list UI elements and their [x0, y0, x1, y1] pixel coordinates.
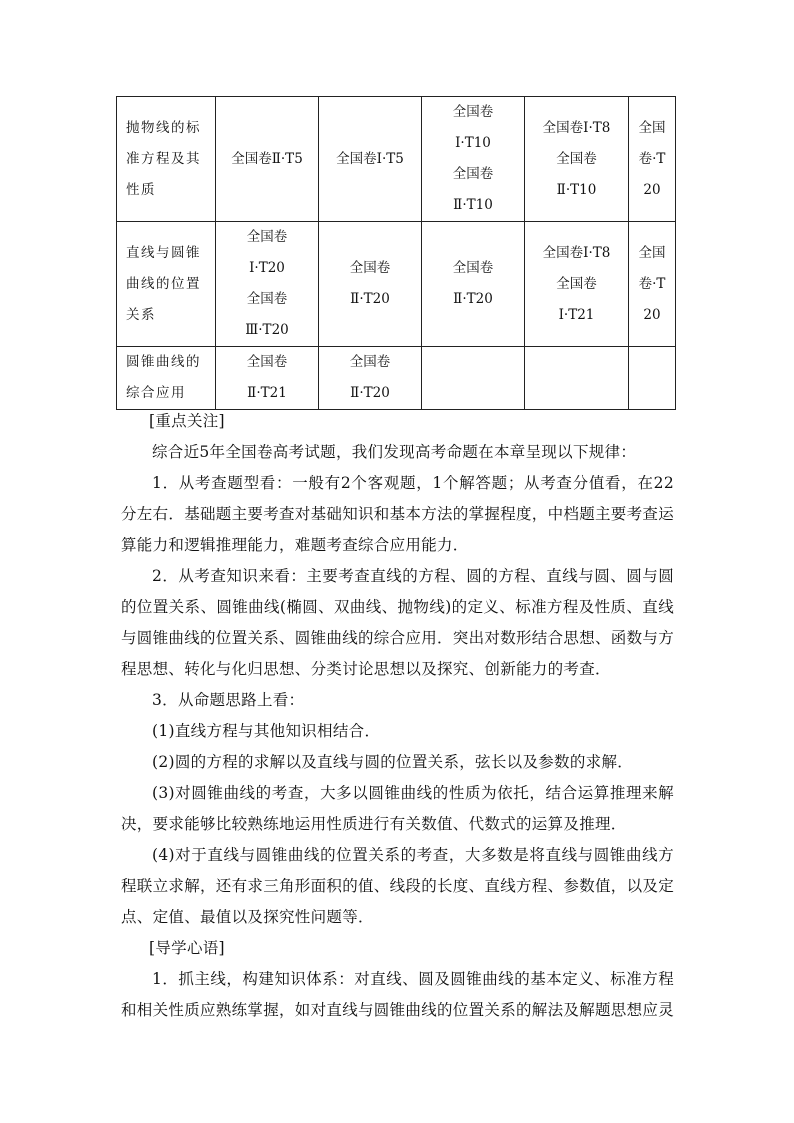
row-topic: 直线与圆锥 曲线的位置 关系 — [117, 222, 216, 347]
table-cell-empty — [629, 347, 676, 410]
paragraph: 2．从考查知识来看：主要考查直线的方程、圆的方程、直线与圆、圆与圆的位置关系、圆锥曲线(椭圆、双曲线、抛物线)的定义、标准方程及性质、直线与圆锥曲线的位置关系、圆锥曲线的综合应用．突出对数形结合思想、函数与方程思想、转化与化归思想、分类讨论思想以及探究、创新能力的考查． — [121, 567, 675, 678]
table-body — [117, 97, 676, 410]
paragraph: (4)对于直线与圆锥曲线的位置关系的考查，大多数是将直线与圆锥曲线方程联立求解，还有求三角形面积的值、线段的长度、直线方程、参数值，以及定点、定值、最值以及探究性问题等． — [121, 846, 675, 926]
guide-heading: [导学心语] — [149, 939, 225, 957]
table-cell: 全国卷 Ⅰ·T20 全国卷 Ⅲ·T20 — [216, 222, 319, 347]
exam-distribution-table — [116, 96, 676, 410]
paragraph: 综合近5年全国卷高考试题，我们发现高考命题在本章呈现以下规律： — [152, 443, 637, 461]
table-cell-empty — [422, 347, 525, 410]
table-cell: 全国卷 Ⅱ·T20 — [422, 222, 525, 347]
table-cell: 全国卷Ⅰ·T5 — [319, 97, 422, 222]
table-cell: 全国卷Ⅱ·T5 — [216, 97, 319, 222]
paragraph: (1)直线方程与其他知识相结合． — [152, 722, 381, 740]
table-cell-empty — [525, 347, 629, 410]
table-row — [117, 97, 676, 222]
table-cell: 全国 卷·T 20 — [629, 97, 676, 222]
row-topic: 圆锥曲线的 综合应用 — [117, 347, 216, 410]
table-cell: 全国卷 Ⅱ·T21 — [216, 347, 319, 410]
focus-heading: [重点关注] — [149, 412, 225, 430]
table-cell: 全国卷 Ⅱ·T20 — [319, 222, 422, 347]
row-topic: 抛物线的标 准方程及其 性质 — [117, 97, 216, 222]
paragraph: 1．从考查题型看：一般有2个客观题，1个解答题；从考查分值看，在22分左右．基础题主要考查对基础知识和基本方法的掌握程度，中档题主要考查运算能力和逻辑推理能力，难题考查综合应用能力． — [121, 474, 675, 554]
body-text — [121, 406, 674, 1026]
table-row — [117, 347, 676, 410]
table-cell: 全国卷 Ⅰ·T10 全国卷 Ⅱ·T10 — [422, 97, 525, 222]
paragraph: 3．从命题思路上看： — [152, 691, 305, 709]
table-cell: 全国卷 Ⅱ·T20 — [319, 347, 422, 410]
table-row — [117, 222, 676, 347]
table-cell: 全国卷Ⅰ·T8 全国卷 Ⅰ·T21 — [525, 222, 629, 347]
paragraph: (3)对圆锥曲线的考查，大多以圆锥曲线的性质为依托，结合运算推理来解决，要求能够比较熟练地运用性质进行有关数值、代数式的运算及推理． — [121, 784, 674, 833]
paragraph: (2)圆的方程的求解以及直线与圆的位置关系，弦长以及参数的求解． — [152, 753, 634, 771]
paragraph: 1．抓主线，构建知识体系：对直线、圆及圆锥曲线的基本定义、标准方程和相关性质应熟练掌握，如对直线与圆锥曲线的位置关系的解法及解题思想应灵 — [121, 970, 675, 1019]
table-cell: 全国 卷·T 20 — [629, 222, 676, 347]
table-cell: 全国卷Ⅰ·T8 全国卷 Ⅱ·T10 — [525, 97, 629, 222]
